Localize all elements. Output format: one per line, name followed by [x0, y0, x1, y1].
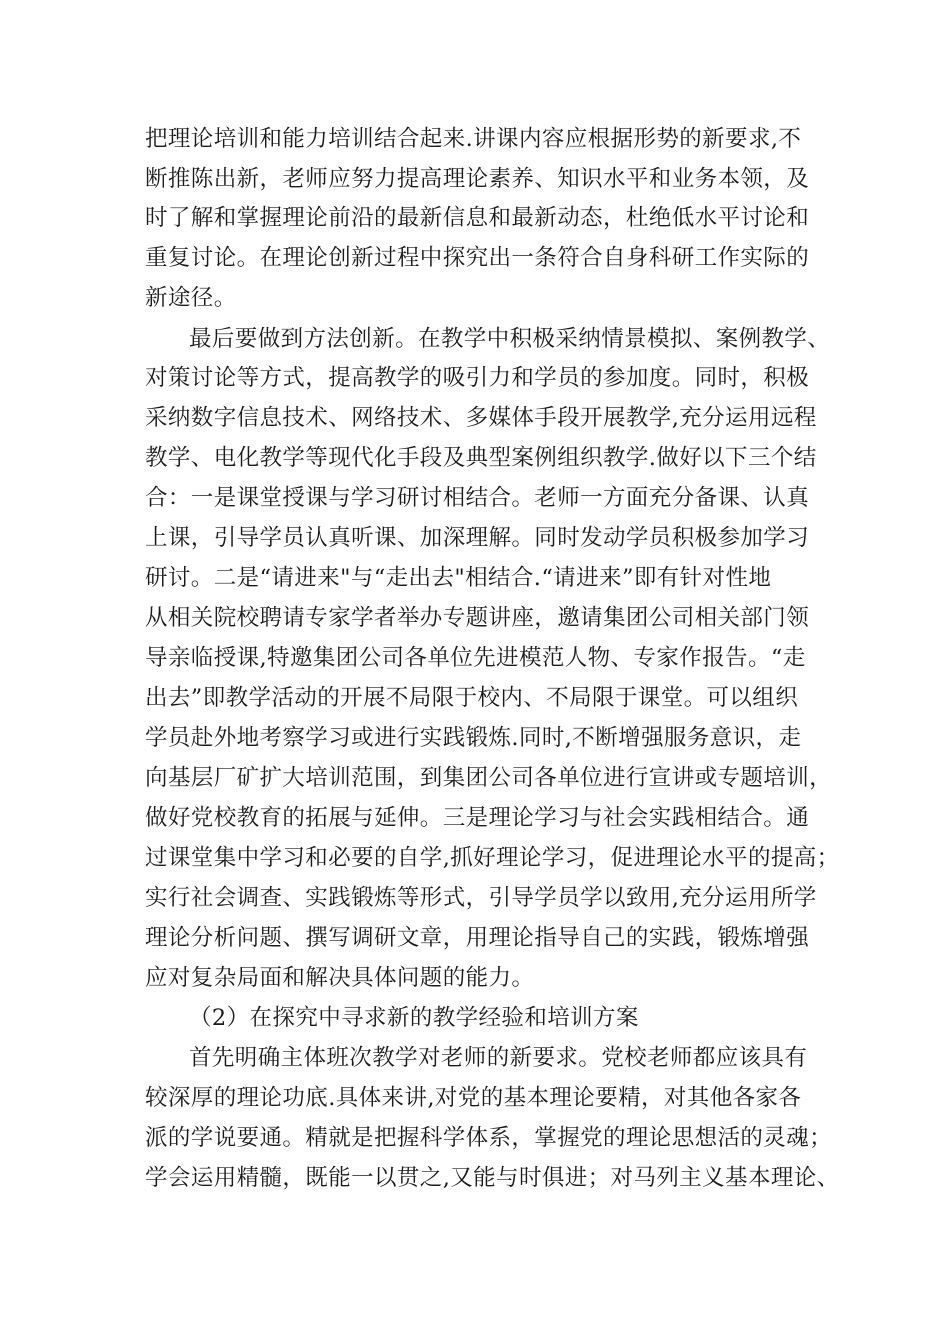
- text-line: 较深厚的理论功底.具体来讲,对党的基本理论要精，对其他各家各: [145, 1085, 802, 1111]
- text-line: 把理论培训和能力培训结合起来.讲课内容应根据形势的新要求,不: [145, 126, 802, 152]
- text-line: 过课堂集中学习和必要的自学,抓好理论学习，促进理论水平的提高；: [145, 845, 840, 871]
- text-line: 新途径。: [145, 285, 237, 311]
- text-line: 派的学说要通。精就是把握科学体系，掌握党的理论思想活的灵魂；: [145, 1125, 833, 1151]
- text-line: 做好党校教育的拓展与延伸。三是理论学习与社会实践相结合。通: [145, 805, 810, 831]
- text-line: 实行社会调查、实践锻炼等形式，引导学员学以致用,充分运用所学: [145, 885, 817, 911]
- text-line: 研讨。二是“请进来"与“走出去"相结合.“请进来”即有针对性地: [145, 565, 772, 591]
- text-line: 重复讨论。在理论创新过程中探究出一条符合自身科研工作实际的: [145, 245, 810, 271]
- text-line: 对策讨论等方式，提高教学的吸引力和学员的参加度。同时，积极: [145, 365, 810, 391]
- text-line: 学会运用精髓，既能一以贯之,又能与时俱进；对马列主义基本理论、: [145, 1165, 840, 1191]
- text-line: 应对复杂局面和解决具体问题的能力。: [145, 965, 535, 991]
- text-line: 上课，引导学员认真听课、加深理解。同时发动学员积极参加学习: [145, 525, 810, 551]
- text-line: 断推陈出新，老师应努力提高理论素养、知识水平和业务本领，及: [145, 166, 810, 192]
- text-line: 理论分析问题、撰写调研文章，用理论指导自己的实践，锻炼增强: [145, 925, 810, 951]
- text-line: 学员赴外地考察学习或进行实践锻炼.同时,不断增强服务意识，走: [145, 725, 802, 751]
- text-line: 时了解和掌握理论前沿的最新信息和最新动态，杜绝低水平讨论和: [145, 205, 810, 231]
- text-line: 采纳数字信息技术、网络技术、多媒体手段开展教学,充分运用远程: [145, 405, 817, 431]
- text-line: 从相关院校聘请专家学者举办专题讲座，邀请集团公司相关部门领: [145, 605, 810, 631]
- text-line: 教学、电化教学等现代化手段及典型案例组织教学.做好以下三个结: [145, 445, 817, 471]
- text-line: 向基层厂矿扩大培训范围，到集团公司各单位进行宣讲或专题培训，: [145, 765, 833, 791]
- section-heading: （2）在探究中寻求新的教学经验和培训方案: [189, 1005, 639, 1031]
- paragraph-first-line: 首先明确主体班次教学对老师的新要求。党校老师都应该具有: [189, 1045, 808, 1071]
- text-line: 合：一是课堂授课与学习研讨相结合。老师一方面充分备课、认真: [145, 485, 810, 511]
- text-line: 出去”即教学活动的开展不局限于校内、不局限于课堂。可以组织: [145, 685, 799, 711]
- paragraph-first-line: 最后要做到方法创新。在教学中积极采纳情景模拟、案例教学、: [189, 326, 831, 352]
- text-line: 导亲临授课,特邀集团公司各单位先进模范人物、专家作报告。“走: [145, 645, 806, 671]
